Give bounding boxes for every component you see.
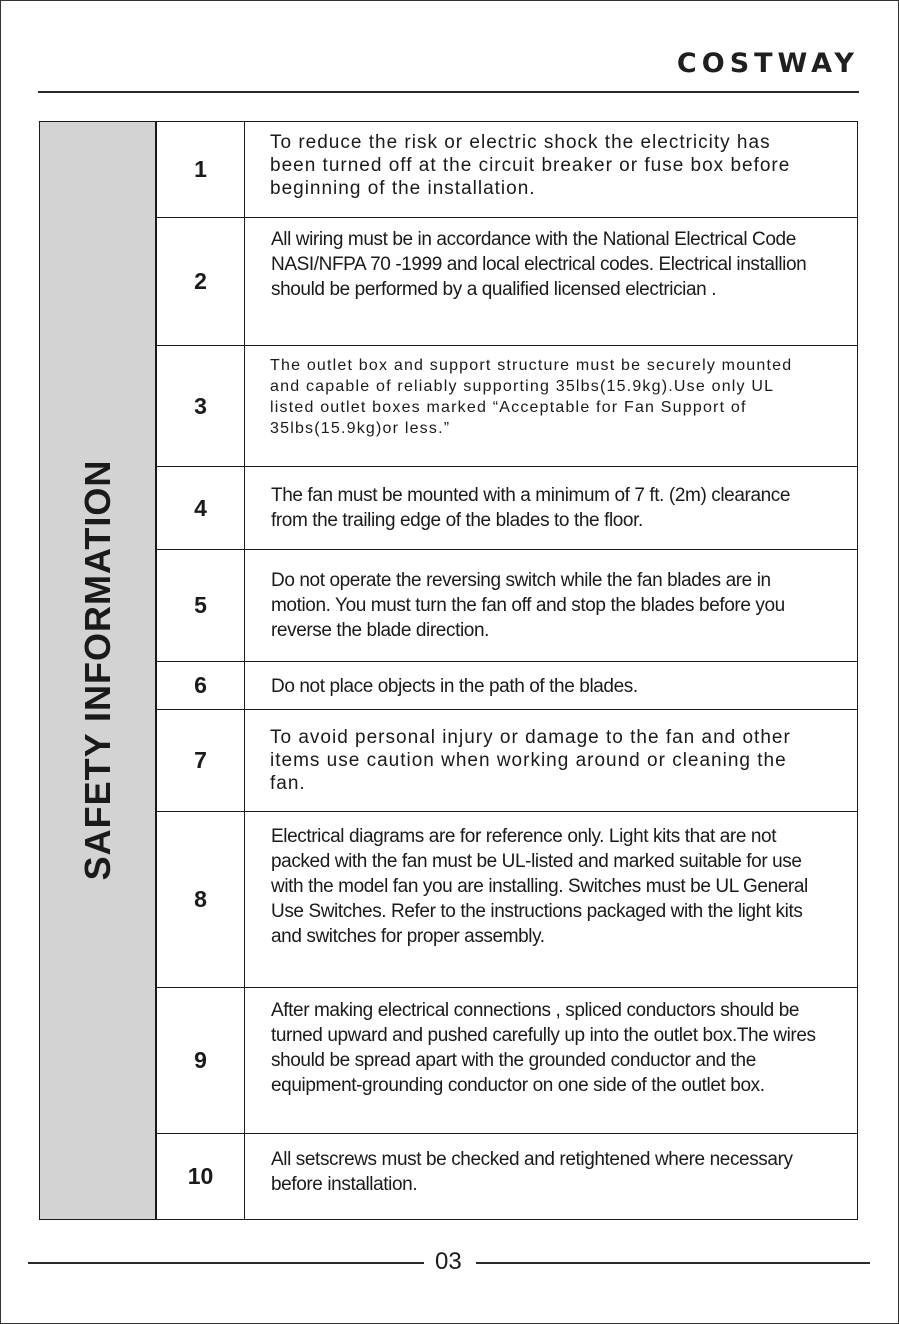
item-number: 10 xyxy=(157,1134,245,1219)
item-text: After making electrical connections , spliced conductors should be turned upward and pushed carefully up into the outlet box.The wires should be spread apart with the grounded conductor and the equipment-grounding conductor on one side of the outlet box. xyxy=(271,1000,816,1096)
header-rule xyxy=(38,91,859,93)
item-text: Electrical diagrams are for reference only. Light kits that are not packed with the fan must be UL-listed and marked suitable for use with the model fan you are installing. Switches must be UL General Use Switches. Refer to the instructions packaged with the light kits and switches for proper assembly. xyxy=(271,826,808,947)
item-text: Do not place objects in the path of the blades. xyxy=(271,676,638,697)
table-row xyxy=(157,467,857,550)
table-row xyxy=(157,218,857,346)
side-title: SAFETY INFORMATION xyxy=(77,459,118,881)
table-row xyxy=(157,550,857,662)
item-number: 9 xyxy=(157,988,245,1133)
item-number: 3 xyxy=(157,346,245,466)
item-number: 2 xyxy=(157,218,245,345)
item-number: 1 xyxy=(157,122,245,217)
safety-table xyxy=(39,121,858,1220)
footer-rule-left xyxy=(28,1262,424,1264)
table-row xyxy=(157,346,857,467)
item-text: To avoid personal injury or damage to the fan and other items use caution when working around or cleaning the fan. xyxy=(270,727,791,794)
side-column xyxy=(40,122,157,1219)
table-row xyxy=(157,710,857,812)
item-number: 7 xyxy=(157,710,245,811)
item-text: All setscrews must be checked and retightened where necessary before installation. xyxy=(271,1149,793,1195)
table-row xyxy=(157,988,857,1134)
item-number: 4 xyxy=(157,467,245,549)
table-row xyxy=(157,812,857,988)
item-text: To reduce the risk or electric shock the electricity has been turned off at the circuit breaker or fuse box before beginning of the installation. xyxy=(270,132,791,199)
item-number: 8 xyxy=(157,812,245,987)
table-row xyxy=(157,662,857,710)
table-row xyxy=(157,1134,857,1219)
page-number: 03 xyxy=(435,1248,462,1275)
item-text: The fan must be mounted with a minimum of 7 ft. (2m) clearance from the trailing edge of the blades to the floor. xyxy=(271,485,791,531)
table-row xyxy=(157,122,857,218)
item-number: 5 xyxy=(157,550,245,661)
footer-rule-right xyxy=(476,1262,870,1264)
item-text: Do not operate the reversing switch while the fan blades are in motion. You must turn the fan off and stop the blades before you reverse the blade direction. xyxy=(271,570,785,641)
item-text: All wiring must be in accordance with the National Electrical Code NASI/NFPA 70 -1999 and local electrical codes. Electrical installion should be performed by a qualified licensed electrician . xyxy=(271,229,807,300)
item-number: 6 xyxy=(157,662,245,709)
brand-logo: COSTWAY xyxy=(676,48,859,79)
item-text: The outlet box and support structure must be securely mounted and capable of reliably supporting 35lbs(15.9kg).Use only UL listed outlet boxes marked “Acceptable for Fan Support of 35lbs(15.9kg)or less.” xyxy=(270,357,793,437)
